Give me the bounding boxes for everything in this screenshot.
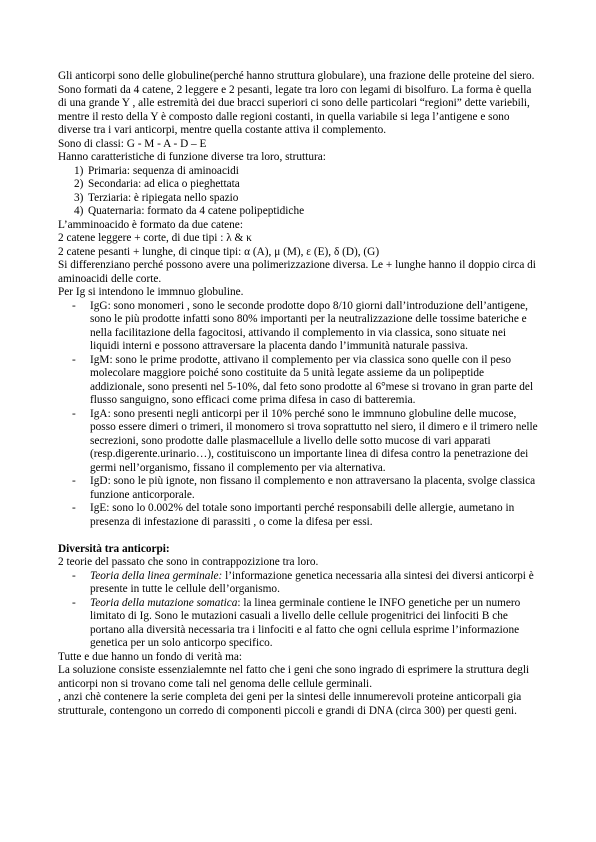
list-item-text: IgG: sono monomeri , sono le seconde prodotte dopo 8/10 giorni dall’introduzione dell’antigene, sono le più prodotte infatti sono 80% importanti per la neutralizzazione delle tossime bateriche e nella facilitazione della fagocitosi, attivando il complemento in via classica, sono situate nei liquidi interni e possono attraversare la placenta dando l’immunità naturale passiva. (90, 299, 528, 352)
document-page (58, 70, 538, 718)
list-item-text: IgA: sono presenti negli anticorpi per il 10% perché sono le immnuno globuline delle mucose, posso essere dimeri o trimeri, il monomero si trova soprattutto nel siero, il dimero e il trimero nelle secrezioni, sono prodotte dalle plasmacellule a livello delle sotto mucose di vari apparati (resp.digerente.urinario…), costituiscono un importante linea di difesa contro la penetrazione dei germi nell’organismo, fissano il complemento per via alternativa. (90, 407, 538, 474)
list-item-somatic (58, 597, 538, 651)
theory-text: : la linea germinale contiene le INFO genetiche per un numero limitato di Ig. Sono le mutazioni casuali a livello delle cellule progenitrici dei linfociti B che portano alla diversità necessaria tra i linfociti e al fatto che ogni cellula esprime l’informazione genetica per un solo anticorpo specifico. (90, 596, 521, 649)
solution-paragraph: La soluzione consiste essenzialemnte nel fatto che i geni che sono ingrado di esprimere la struttura degli anticorpi non si trovano come tali nel genoma delle cellule germinali. (58, 664, 530, 690)
section-heading: Diversità tra anticorpi: (58, 542, 170, 555)
list-dash: - (72, 569, 76, 582)
list-item-iga (58, 408, 538, 476)
list-dash: - (72, 475, 76, 487)
list-number: 2) (74, 178, 84, 190)
theory-list (58, 570, 538, 651)
heavy-chains: 2 catene pesanti + lunghe, di cinque tipi: α (A), μ (M), ε (E), δ (D), (G) (58, 245, 380, 258)
theory-name: Teoria della mutazione somatica (90, 596, 238, 609)
list-item-igm (58, 354, 538, 408)
polymerization-note: Si differenziano perché possono avere una polimerizzazione diversa. Le + lunghe hanno il doppio circa di aminoacidi delle corte. (58, 259, 536, 285)
list-number: 3) (74, 191, 84, 204)
ig-class-list (58, 300, 538, 530)
list-dash: - (72, 299, 76, 312)
list-item-text: Quaternaria: formato da 4 catene polipeptidiche (88, 205, 305, 217)
list-item (58, 205, 538, 219)
theories-lead: 2 teorie del passato che sono in contrappozizione tra loro. (58, 556, 319, 568)
list-dash: - (72, 596, 76, 609)
both-true: Tutte e due hanno un fondo di verità ma: (58, 650, 243, 663)
list-item-ige (58, 502, 538, 529)
list-item-text: IgD: sono le più ignote, non fissano il complemento e non attraversano la placenta, svolge classica funzione anticorporale. (90, 475, 536, 501)
list-item-germline (58, 570, 538, 597)
intro-classes: Sono di classi: G - M - A - D – E (58, 137, 207, 150)
theory-name: Teoria della linea germinale: (90, 569, 223, 582)
light-chains: 2 catene leggere + corte, di due tipi : λ & κ (58, 232, 252, 244)
theory-text: l’informazione genetica necessaria alla sintesi dei diversi anticorpi è presente in tutte le cellule dell’organismo. (90, 569, 534, 595)
intro-paragraph-2: Sono formati da 4 catene, 2 leggere e 2 pesanti, legate tra loro con legami di bisolfuro. La forma è quella di una grande Y , alle estremità dei due bracci superiori ci sono delle particolari “regioni” dette variebili, mentre il resto della Y è composto dalle regioni costanti, in quella variabile si lega l’antigene e sono diverse tra i vari anticorpi, mentre quella costante attiva il complemento. (58, 83, 532, 136)
intro-structure-lead: Hanno caratteristiche di funzione diverse tra loro, struttura: (58, 151, 326, 163)
structure-list (58, 165, 538, 219)
list-item-text: IgE: sono lo 0.002% del totale sono importanti perché responsabili delle allergie, aumetano in presenza di infestazione di parassiti , o come la difesa per essi. (90, 502, 515, 528)
list-number: 4) (74, 205, 84, 217)
list-item-text: Primaria: sequenza di aminoacidi (88, 164, 239, 177)
list-item-text: Secondaria: ad elica o pieghettata (88, 178, 240, 190)
list-item-text: IgM: sono le prime prodotte, attivano il complemento per via classica sono quelle con il peso molecolare maggiore poiché sono costituite da 5 unità legate assieme da un polipeptide addizionale, sono presenti nel 5-10%, dal feto sono prodotte al 6°mese si trovano in gran parte del flusso sanguigno, sono efficaci come prima difesa in caso di batteremia. (90, 353, 534, 406)
intro-paragraph-1: Gli anticorpi sono delle globuline(perché hanno struttura globulare), una frazione delle proteine del siero. (58, 70, 535, 82)
list-item (58, 178, 538, 192)
chains-lead: L’amminoacido è formato da due catene: (58, 218, 243, 231)
list-item-text: Terziaria: è ripiegata nello spazio (88, 191, 239, 204)
final-paragraph: , anzi chè contenere la serie completa dei geni per la sintesi delle innumerevoli proteine anticorpali gia strutturale, contengono un corredo di componenti piccoli e grandi di DNA (circa 300) per questi geni. (58, 691, 522, 717)
list-item-igg (58, 300, 538, 354)
list-item (58, 165, 538, 179)
list-item-igd (58, 475, 538, 502)
ig-definition: Per Ig si intendono le immnuo globuline. (58, 286, 244, 298)
list-dash: - (72, 502, 76, 514)
blank-line (58, 529, 538, 543)
list-dash: - (72, 407, 76, 420)
list-dash: - (72, 353, 76, 366)
list-item (58, 192, 538, 206)
list-number: 1) (74, 164, 84, 177)
